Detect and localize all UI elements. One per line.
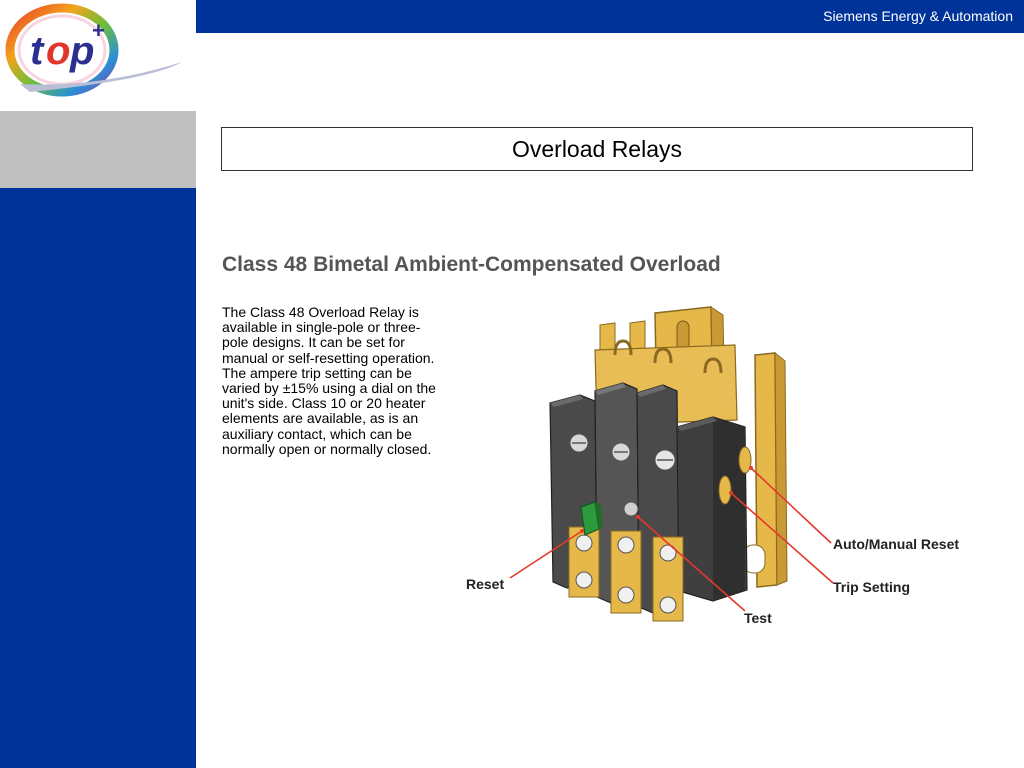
callout-reset: Reset: [466, 576, 505, 592]
header-bar: [196, 0, 1024, 33]
sidebar-grey-band: [0, 111, 196, 188]
logo-area: [0, 0, 196, 111]
callout-trip-setting: Trip Setting: [833, 579, 910, 595]
test-button-graphic: [624, 502, 638, 516]
top-plus-logo: [0, 0, 196, 111]
svg-text:p: p: [70, 29, 95, 73]
section-heading: Class 48 Bimetal Ambient-Compensated Overload: [222, 253, 721, 276]
overload-relay-diagram: [455, 295, 975, 635]
sidebar-blue-band: [0, 188, 196, 768]
svg-text:o: o: [46, 29, 71, 73]
description-text: The Class 48 Overload Relay is available in single-pole or three-pole designs. It can be set for manual or self-resetting operation. The ampere trip setting can be varied by ±15% using a dial on the unit's side. Class 10 or 20 heater elements are available, as is an auxiliary contact, which can be normally open or normally closed.: [222, 304, 436, 457]
svg-text:+: +: [92, 18, 105, 43]
slide-title-box: [221, 127, 973, 171]
callout-test: Test: [744, 610, 772, 626]
brand-label: Siemens Energy & Automation: [823, 8, 1013, 24]
slide-title: Overload Relays: [511, 135, 683, 162]
callout-auto-manual-reset: Auto/Manual Reset: [833, 536, 960, 552]
svg-text:t: t: [30, 29, 44, 73]
